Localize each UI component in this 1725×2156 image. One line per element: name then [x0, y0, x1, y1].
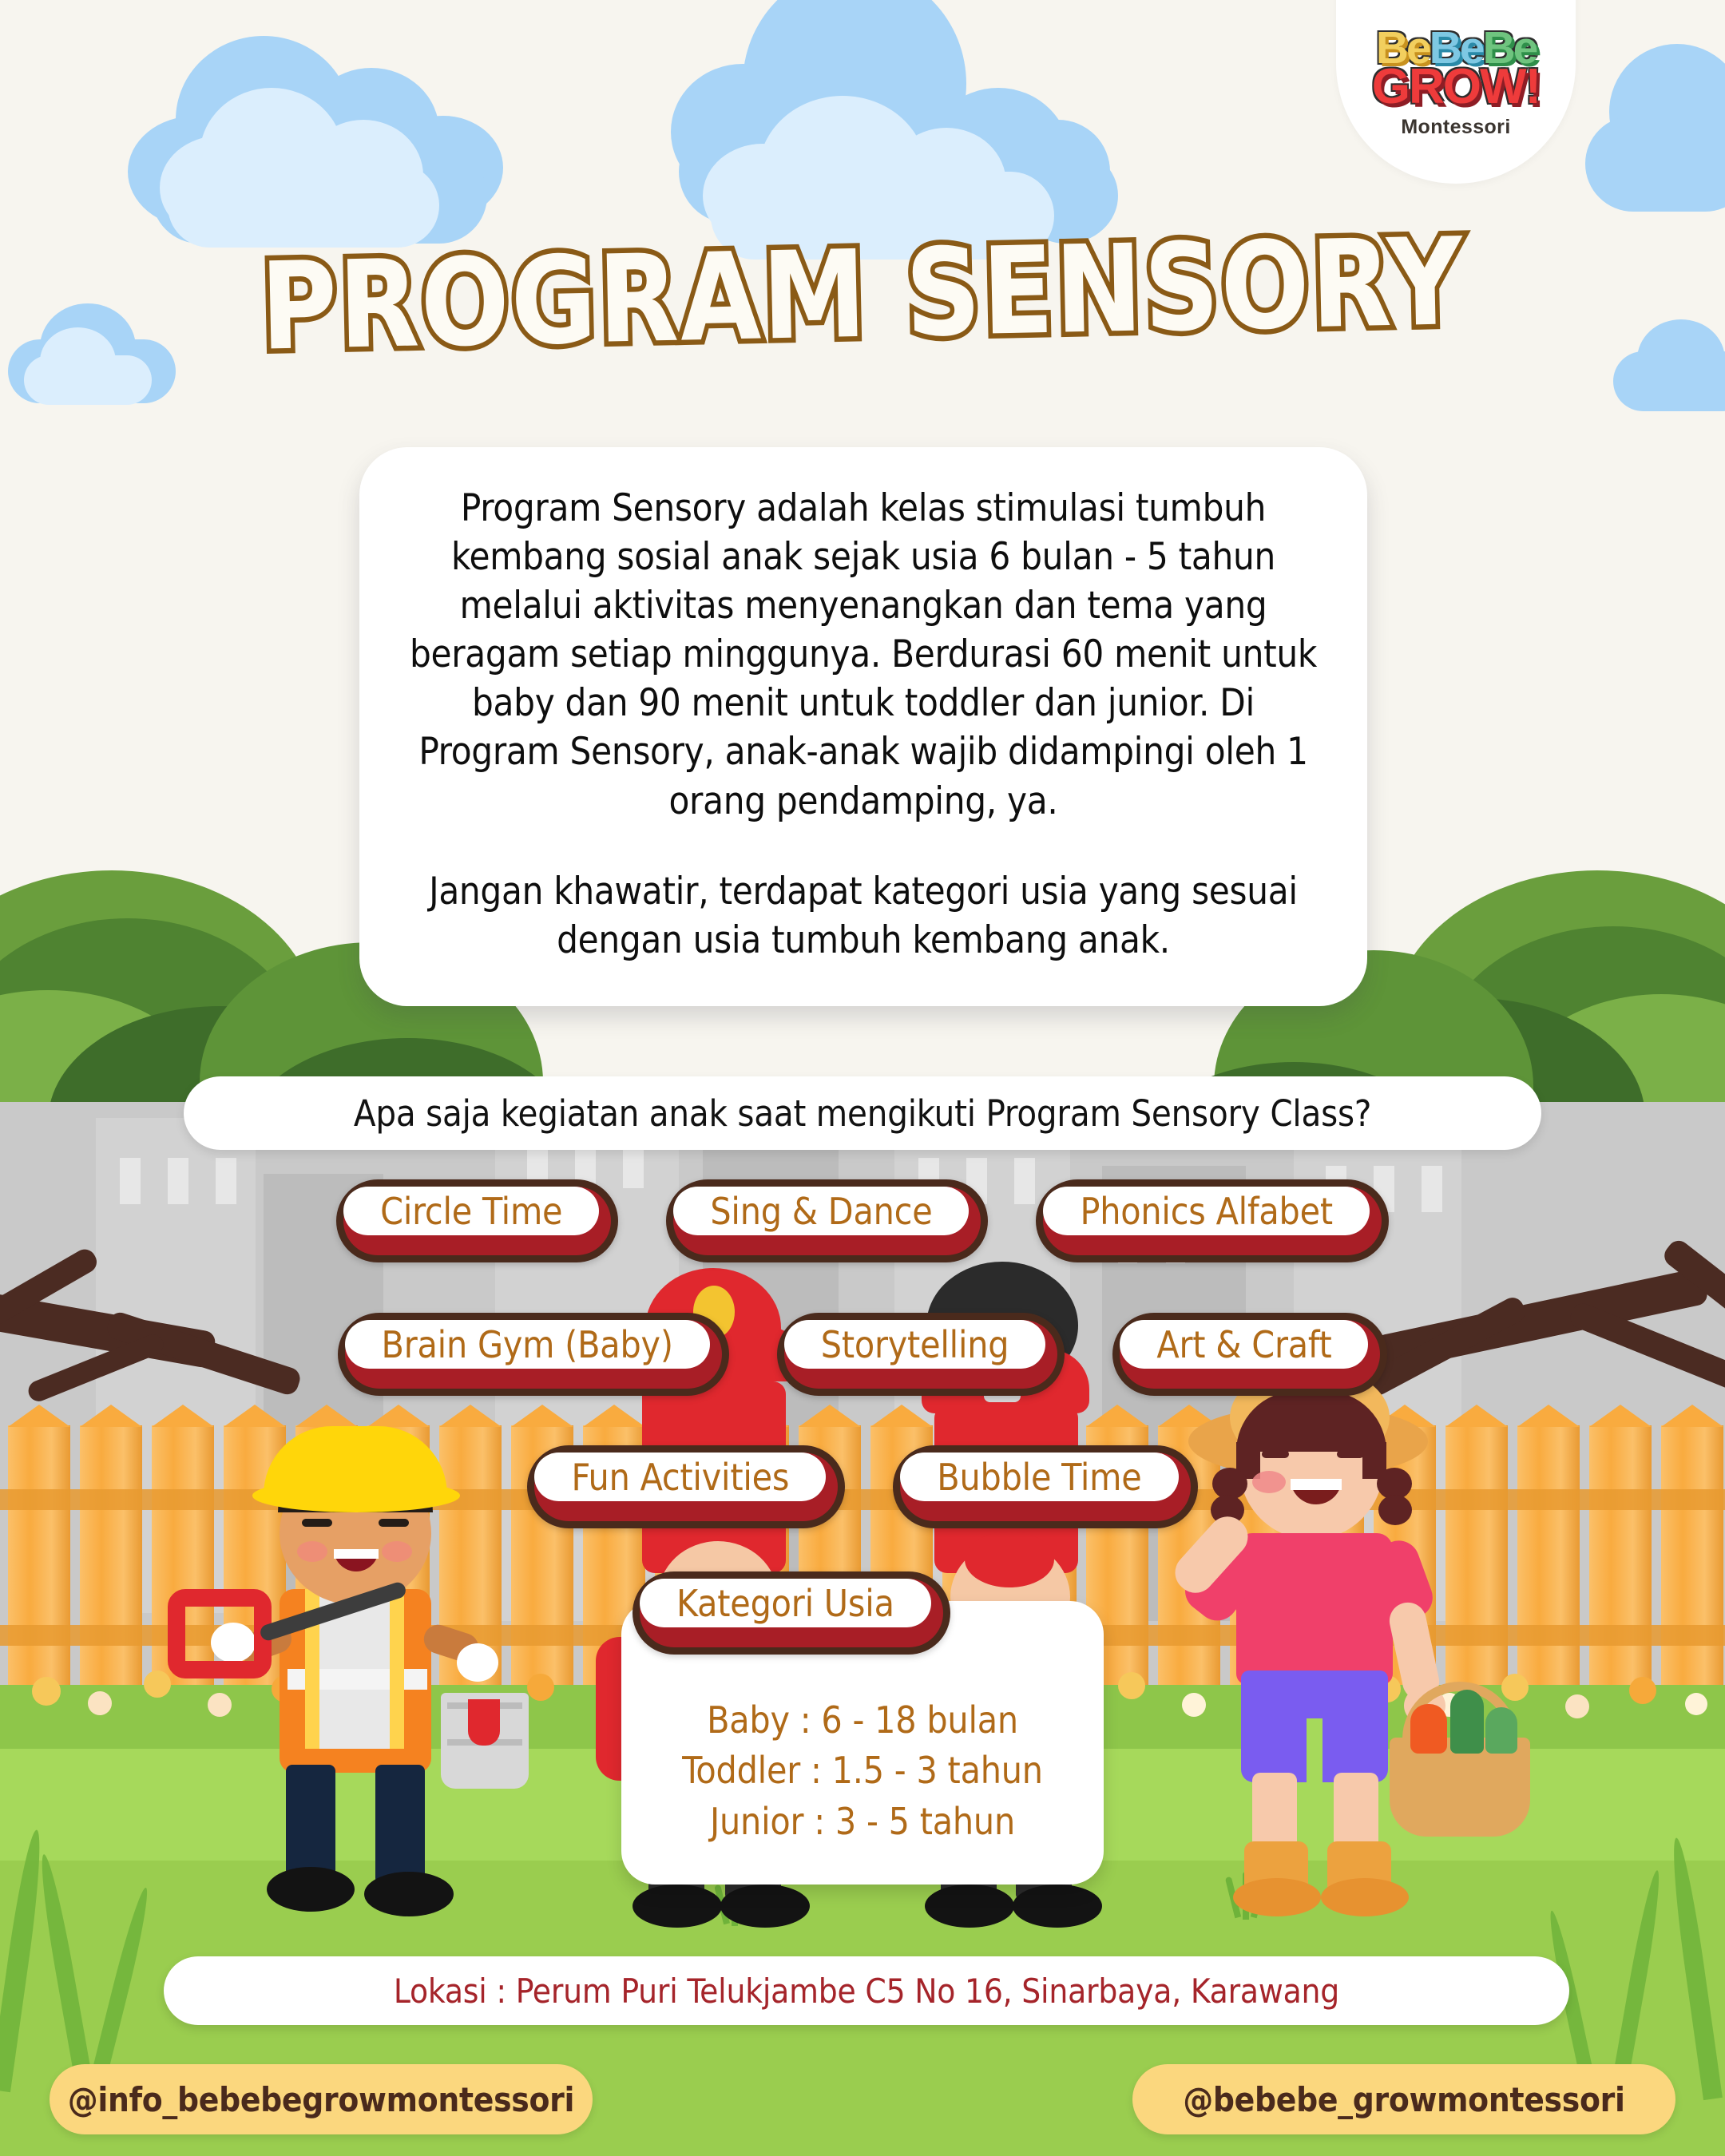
logo-be-yellow: Be [1375, 22, 1430, 73]
pill-face [345, 1320, 710, 1369]
pill-face [673, 1187, 969, 1235]
social-handle-instagram-main[interactable] [1132, 2064, 1675, 2134]
location-text: Lokasi : Perum Puri Telukjambe C5 No 16, Sinarbaya, Karawang [393, 1971, 1340, 2011]
social-handle-instagram-info[interactable] [50, 2064, 593, 2134]
pill-face [343, 1187, 599, 1235]
activity-pill-brain-gym[interactable] [338, 1313, 729, 1396]
description-paragraph-1: Program Sensory adalah kelas stimulasi tumbuh kembang sosial anak sejak usia 6 bulan - 5 tahun melalui aktivitas menyenangkan dan tema yang beragam setiap minggunya. Berdurasi 60 menit untuk baby dan 90 menit untuk toddler dan junior. Di Program Sensory, anak-anak wajib didampingi oleh 1 orang pendamping, ya. [409, 486, 1318, 823]
pill-face [1120, 1320, 1368, 1369]
pill-face [640, 1579, 931, 1627]
social-handle-left-text: @info_bebebegrowmontessori [67, 2079, 575, 2119]
activity-label: Sing & Dance [710, 1189, 933, 1233]
activity-label: Storytelling [820, 1322, 1009, 1366]
location-banner [164, 1956, 1569, 2025]
age-line-junior: Junior : 3 - 5 tahun [710, 1799, 1015, 1843]
activity-pill-bubble-time[interactable] [893, 1445, 1197, 1528]
activity-pill-storytelling[interactable] [777, 1313, 1065, 1396]
logo-subtitle: Montessori [1401, 116, 1511, 139]
activity-label: Fun Activities [571, 1455, 790, 1499]
activity-label: Circle Time [380, 1189, 563, 1233]
page-title: PROGRAM SENSORY [259, 212, 1466, 378]
age-category-heading: Kategori Usia [676, 1581, 894, 1625]
activities-row-1 [0, 1179, 1725, 1262]
age-line-baby: Baby : 6 - 18 bulan [707, 1698, 1018, 1742]
logo-grow: GROW! [1371, 59, 1541, 115]
activity-pill-circle-time[interactable] [336, 1179, 618, 1262]
description-paragraph-2: Jangan khawatir, terdapat kategori usia yang sesuai dengan usia tumbuh kembang anak. [429, 869, 1298, 962]
activity-pill-fun-activities[interactable] [527, 1445, 845, 1528]
age-category-heading-pill[interactable] [632, 1571, 950, 1655]
pill-face [784, 1320, 1046, 1369]
activity-pill-art-craft[interactable] [1112, 1313, 1387, 1396]
activity-label: Bubble Time [937, 1455, 1142, 1499]
pill-face [900, 1453, 1178, 1501]
activities-row-3 [0, 1445, 1725, 1528]
description-card [359, 447, 1367, 1006]
activity-label: Art & Craft [1156, 1322, 1332, 1366]
activity-pill-sing-dance[interactable] [666, 1179, 988, 1262]
brand-logo-badge [1336, 0, 1576, 184]
activity-label: Brain Gym (Baby) [381, 1322, 673, 1366]
activity-pill-phonics-alfabet[interactable] [1036, 1179, 1388, 1262]
social-handle-right-text: @bebebe_growmontessori [1183, 2079, 1625, 2119]
logo-be-blue: Be [1429, 22, 1483, 73]
age-line-toddler: Toddler : 1.5 - 3 tahun [682, 1749, 1043, 1793]
brand-logo [1336, 22, 1576, 139]
logo-be-green: Be [1482, 22, 1537, 73]
activity-label: Phonics Alfabet [1080, 1189, 1333, 1233]
pill-face [1043, 1187, 1369, 1235]
pill-face [534, 1453, 826, 1501]
question-banner [184, 1076, 1541, 1150]
age-category-heading-wrap [632, 1571, 950, 1655]
question-text: Apa saja kegiatan anak saat mengikuti Program Sensory Class? [353, 1092, 1372, 1135]
activities-row-2 [0, 1313, 1725, 1396]
